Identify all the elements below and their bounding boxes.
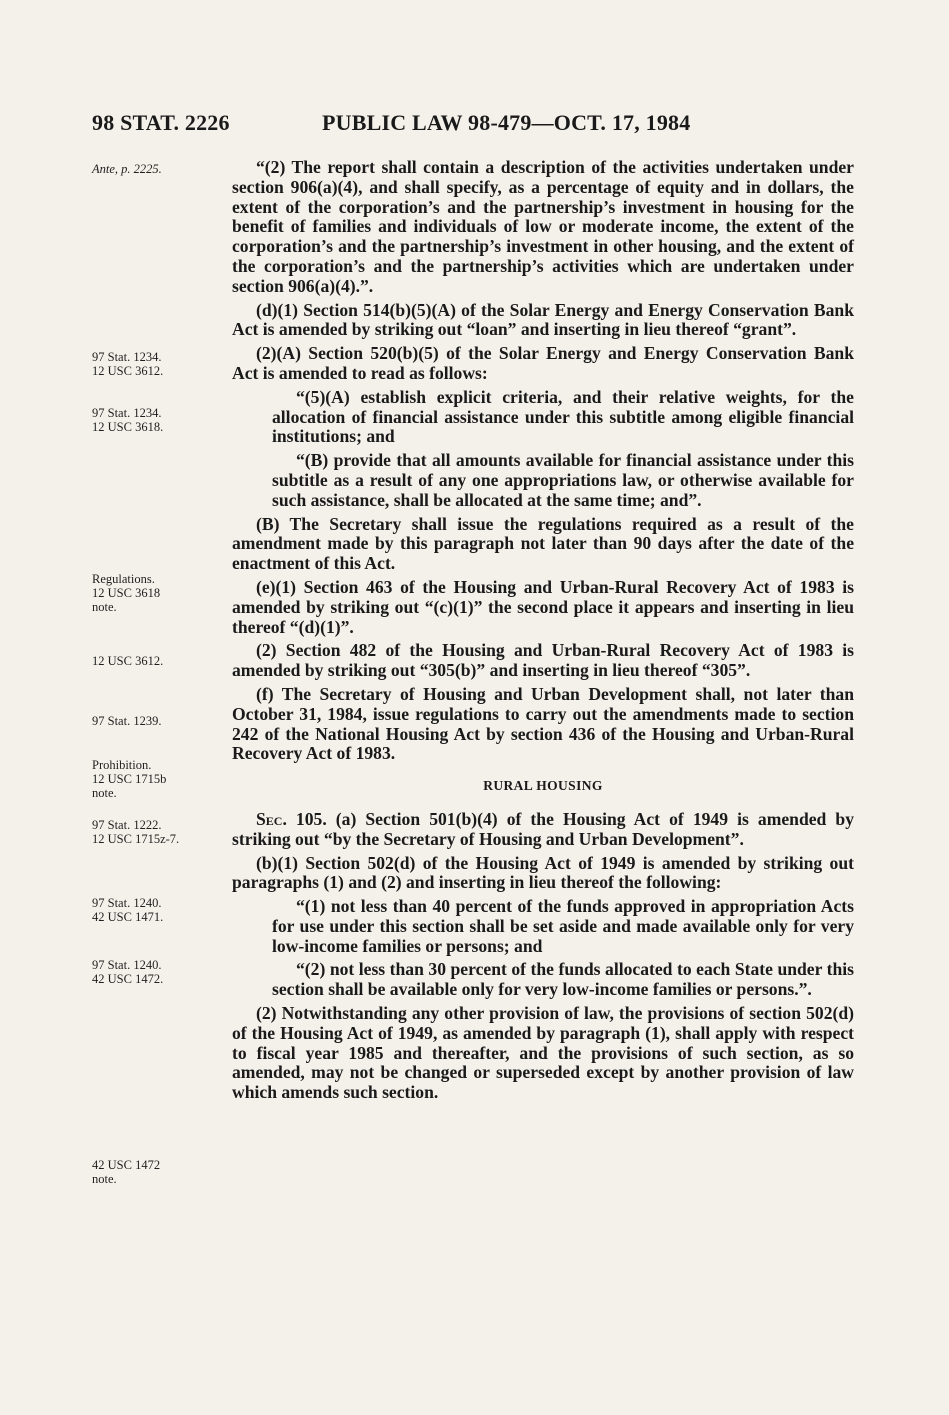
paragraph-e2: (2) Section 482 of the Housing and Urban-Rural Recovery Act of 1983 is amended by striking out “305(b)” and inserting in lieu thereof “305”.	[232, 640, 854, 681]
margin-note: 97 Stat. 1222. 12 USC 1715z-7.	[92, 818, 180, 846]
statute-body	[232, 158, 854, 1107]
margin-note-prohibition: Prohibition. 12 USC 1715b note.	[92, 758, 167, 800]
section-105a-text: 105. (a) Section 501(b)(4) of the Housing Act of 1949 is amended by striking out “by the Secretary of Housing and Urban Development”.	[232, 808, 854, 849]
paragraph-report: “(2) The report shall contain a description of the activities undertaken under section 906(a)(4), and shall specify, as a percentage of equity and in dollars, the extent of the corporation’s and the partnership’s investment in housing for the benefit of families and individuals of low or moderate income, the extent of the corporation’s and the partnership’s investment in other housing, and the extent of the corporation’s and the partnership’s activities which are undertaken under section 906(a)(4).”.	[232, 157, 854, 296]
paragraph-d1: (d)(1) Section 514(b)(5)(A) of the Solar Energy and Energy Conservation Bank Act is amended by striking out “loan” and inserting in lieu thereof “grant”.	[232, 299, 854, 340]
margin-note: 97 Stat. 1239.	[92, 714, 162, 728]
paragraph-d2a: (2)(A) Section 520(b)(5) of the Solar Energy and Energy Conservation Bank Act is amended to read as follows:	[232, 343, 854, 383]
quoted-clause-b: “(B) provide that all amounts available for financial assistance under this subtitle as a result of any one appropriations law, or otherwise available for such assistance, shall be allocated at the same time; and”.	[272, 450, 854, 510]
paragraph-sec-105a	[232, 810, 854, 850]
margin-note: 97 Stat. 1240. 42 USC 1471.	[92, 896, 164, 924]
margin-note: 97 Stat. 1240. 42 USC 1472.	[92, 958, 164, 986]
paragraph-d2b: (B) The Secretary shall issue the regulations required as a result of the amendment made by this paragraph not later than 90 days after the date of the enactment of this Act.	[232, 513, 854, 574]
paragraph-b2: (2) Notwithstanding any other provision of law, the provisions of section 502(d) of the Housing Act of 1949, as amended by paragraph (1), shall apply with respect to fiscal year 1985 and thereafter, and the provisions of such section, as so amended, may not be changed or superseded except by another provision of law which amends such section.	[232, 1003, 854, 1103]
margin-note: 12 USC 3612.	[92, 654, 164, 668]
margin-note: Ante, p. 2225.	[92, 162, 162, 176]
section-label: Sec.	[256, 808, 287, 829]
quoted-clause-2: “(2) not less than 30 percent of the funds allocated to each State under this section shall be available only for very low-income families or persons.”.	[272, 959, 854, 1000]
public-law-title: PUBLIC LAW 98-479—OCT. 17, 1984	[322, 110, 691, 135]
quoted-clause-1: “(1) not less than 40 percent of the funds approved in appropriation Acts for use under this section shall be set aside and made available only for very low-income families or persons; and	[272, 896, 854, 956]
paragraph-e1: (e)(1) Section 463 of the Housing and Urban-Rural Recovery Act of 1983 is amended by striking out “(c)(1)” the second place it appears and inserting in lieu thereof “(d)(1)”.	[232, 576, 854, 637]
margin-note: 42 USC 1472 note.	[92, 1158, 161, 1186]
stat-page-number: 98 STAT. 2226	[92, 110, 230, 135]
margin-note: 97 Stat. 1234. 12 USC 3612.	[92, 350, 164, 378]
quoted-clause-5a: “(5)(A) establish explicit criteria, and their relative weights, for the allocation of financial assistance under this subtitle among eligible financial institutions; and	[272, 386, 854, 447]
page-header	[92, 110, 854, 140]
margin-note: 97 Stat. 1234. 12 USC 3618.	[92, 406, 164, 434]
margin-note-regulations: Regulations. 12 USC 3618 note.	[92, 572, 161, 614]
paragraph-f: (f) The Secretary of Housing and Urban Development shall, not later than October 31, 1984, issue regulations to carry out the amendments made to section 242 of the National Housing Act by section 436 of the Housing and Urban-Rural Recovery Act of 1983.	[232, 683, 854, 764]
paragraph-b1: (b)(1) Section 502(d) of the Housing Act of 1949 is amended by striking out paragraphs (1) and (2) and inserting in lieu thereof the following:	[232, 852, 854, 893]
section-heading-rural-housing: RURAL HOUSING	[483, 778, 603, 794]
